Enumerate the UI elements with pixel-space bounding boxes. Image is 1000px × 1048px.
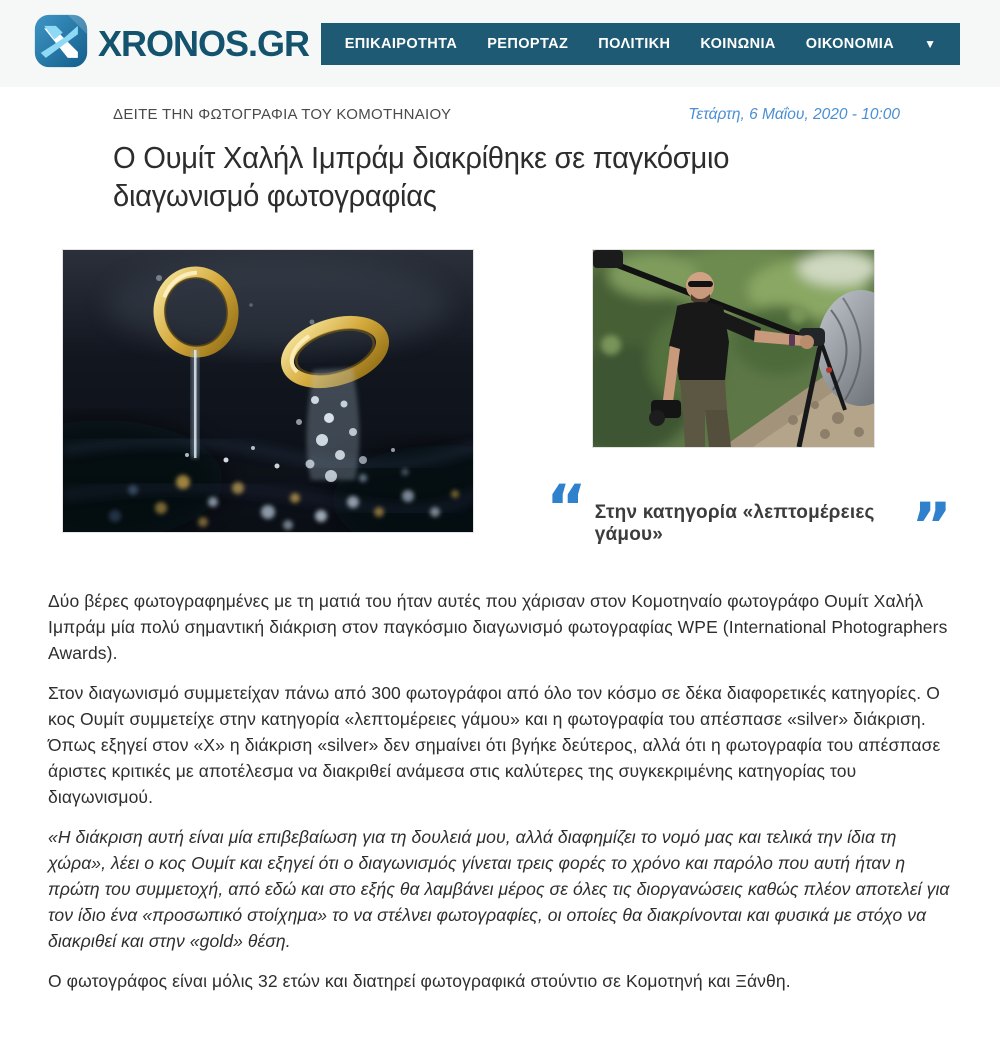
nav-item-epikairotita[interactable]: ΕΠΙΚΑΙΡΟΤΗΤΑ — [344, 35, 458, 52]
pull-quote: “ Στην κατηγορία «λεπτομέρειες γάμου» ” — [545, 471, 952, 562]
nav-item-reportaz[interactable]: ΡΕΠΟΡΤΑΖ — [487, 35, 569, 52]
article-page — [0, 87, 1000, 1048]
paragraph-2: Στον διαγωνισμό συμμετείχαν πάνω από 300 φωτογράφοι από όλο τον κόσμο σε δέκα διαφορετικές κατηγορίες. Ο κος Ουμίτ συμμετείχε στην κατηγορία «λεπτομέρειες γάμου» και η φωτογραφία του απέσπασε «silver» διάκριση. Όπως εξηγεί στον «Χ» η διάκριση «silver» δεν σημαίνει ότι βγήκε δεύτερος, αλλά ότι η φωτογραφία του απέσπασε άριστες κριτικές με αποτέλεσμα να διακριθεί ανάμεσα στις καλύτερες της συγκεκριμένης κατηγορίας του διαγωνισμού. — [48, 683, 941, 807]
article-title: Ο Ουμίτ Χαλήλ Ιμπράμ διακρίθηκε σε παγκόσμιο διαγωνισμό φωτογραφίας — [113, 140, 730, 213]
article-figures-row — [48, 249, 952, 562]
paragraph-1: Δύο βέρες φωτογραφημένες με τη ματιά του ήταν αυτές που χάρισαν στον Κομοτηναίο φωτογράφο Ουμίτ Χαλήλ Ιμπράμ μία πολύ σημαντική διάκριση στον παγκόσμιο διαγωνισμό φωτογραφίας WPE (International Photographers Awards). — [48, 591, 948, 663]
paragraph-4: Ο φωτογράφος είναι μόλις 32 ετών και διατηρεί φωτογραφικά στούντιο σε Κομοτηνή και Ξάνθη. — [48, 971, 791, 991]
article-kicker: ΔΕΙΤΕ ΤΗΝ ΦΩΤΟΓΡΑΦΙΑ ΤΟΥ ΚΟΜΟΤΗΝΑΙΟΥ — [113, 106, 452, 123]
photographer-photo — [592, 249, 875, 448]
logo-wordmark: XRONOS.GR — [98, 22, 310, 64]
article-date: Τετάρτη, 6 Μαΐου, 2020 - 10:00 — [688, 106, 900, 123]
nav-item-oikonomia[interactable]: ΟΙΚΟΝΟΜΙΑ — [805, 35, 895, 52]
article-body — [48, 588, 952, 994]
nav-item-politiki[interactable]: ΠΟΛΙΤΙΚΗ — [598, 35, 671, 52]
article-right-column — [545, 249, 952, 562]
rings-photo — [62, 249, 474, 533]
paragraph-3-quote: «Η διάκριση αυτή είναι μία επιβεβαίωση για τη δουλειά μου, αλλά διαφημίζει το νομό μας και τελικά την ίδια τη χώρα», λέει ο κος Ουμίτ και εξηγεί ότι ο διαγωνισμός γίνεται τρεις φορές το χρόνο και παρόλο που αυτή ήταν η πρώτη του συμμετοχή, από εδώ και στο εξής θα λαμβάνει μέρος σε όλες τις διοργανώσεις καθώς πλέον αποτελεί για τον ίδιο ένα «προσωπικό στοίχημα» το να στέλνει φωτογραφίες, οι οποίες θα διακρίνονται και φυσικά με στόχο να διακριθεί και στην «gold» θέση. — [48, 827, 950, 951]
site-logo[interactable] — [34, 14, 309, 73]
nav-more-chevron-down-icon[interactable]: ▼ — [924, 36, 936, 51]
article-header — [113, 106, 900, 215]
site-header — [0, 0, 1000, 87]
pull-quote-text: Στην κατηγορία «λεπτομέρειες γάμου» — [594, 502, 875, 545]
main-navigation — [321, 23, 960, 65]
x-ribbon-icon — [34, 14, 88, 73]
nav-item-koinonia[interactable]: ΚΟΙΝΩΝΙΑ — [700, 35, 776, 52]
